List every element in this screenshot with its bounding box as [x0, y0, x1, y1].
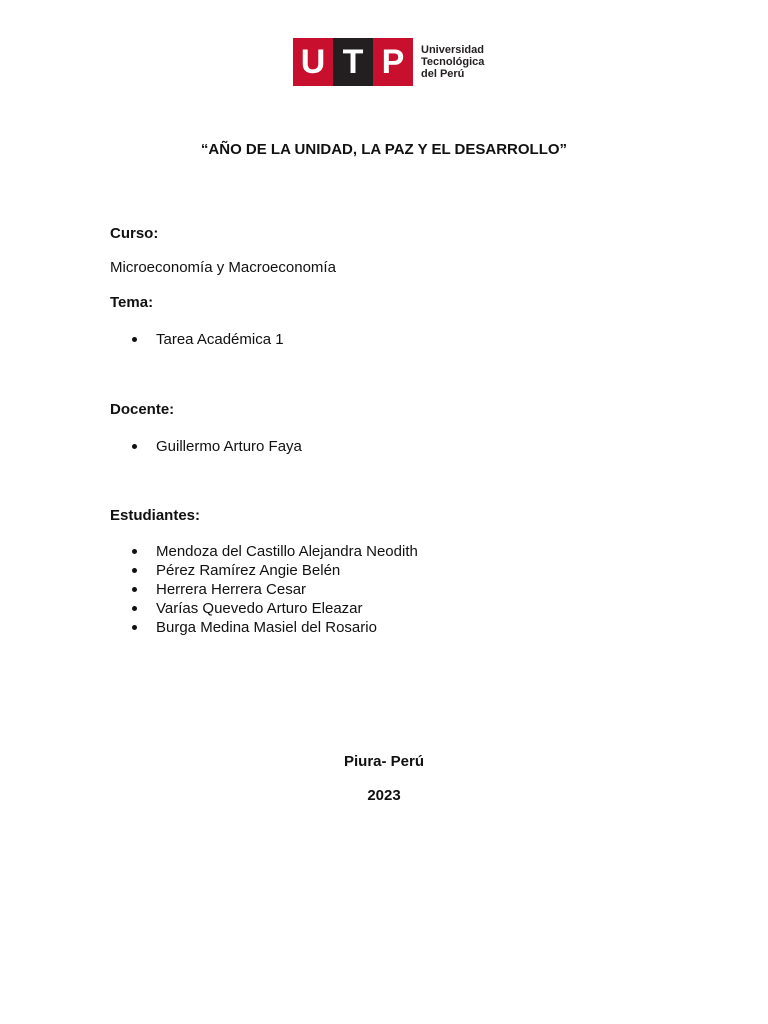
- tema-item: Tarea Académica 1: [156, 331, 284, 348]
- bullet-icon: [132, 444, 137, 449]
- student-name: Burga Medina Masiel del Rosario: [156, 619, 377, 636]
- student-name: Herrera Herrera Cesar: [156, 581, 307, 598]
- student-name: Varías Quevedo Arturo Eleazar: [156, 600, 363, 617]
- logo-letter-p: P: [373, 38, 413, 86]
- tema-list: [110, 330, 284, 349]
- logo-letter-t: T: [333, 38, 373, 86]
- logo-wordmark: [421, 38, 484, 86]
- student-name: Pérez Ramírez Angie Belén: [156, 562, 341, 579]
- list-item: [110, 330, 284, 349]
- list-item: [110, 618, 418, 637]
- estudiantes-list: [110, 542, 418, 637]
- list-item: [110, 580, 418, 599]
- utp-logo: [293, 38, 484, 86]
- place-text: Piura- Perú: [343, 753, 425, 770]
- bullet-icon: [132, 568, 137, 573]
- logo-line-3: del Perú: [421, 68, 465, 80]
- curso-value: Microeconomía y Macroeconomía: [110, 259, 336, 276]
- year-text: 2023: [367, 787, 401, 804]
- docente-list: [110, 437, 302, 456]
- list-item: [110, 437, 302, 456]
- logo-line-2: Tecnológica: [421, 56, 485, 68]
- bullet-icon: [132, 587, 137, 592]
- list-item: [110, 542, 418, 561]
- estudiantes-label: Estudiantes:: [110, 507, 201, 524]
- logo-line-1: Universidad: [421, 44, 484, 56]
- document-title: “AÑO DE LA UNIDAD, LA PAZ Y EL DESARROLLO”: [200, 141, 568, 158]
- list-item: [110, 561, 418, 580]
- bullet-icon: [132, 337, 137, 342]
- tema-label: Tema:: [110, 294, 154, 311]
- bullet-icon: [132, 549, 137, 554]
- curso-label: Curso:: [110, 225, 159, 242]
- logo-letter-u: U: [293, 38, 333, 86]
- docente-label: Docente:: [110, 401, 175, 418]
- student-name: Mendoza del Castillo Alejandra Neodith: [156, 543, 418, 560]
- list-item: [110, 599, 418, 618]
- bullet-icon: [132, 625, 137, 630]
- docente-item: Guillermo Arturo Faya: [156, 438, 302, 455]
- bullet-icon: [132, 606, 137, 611]
